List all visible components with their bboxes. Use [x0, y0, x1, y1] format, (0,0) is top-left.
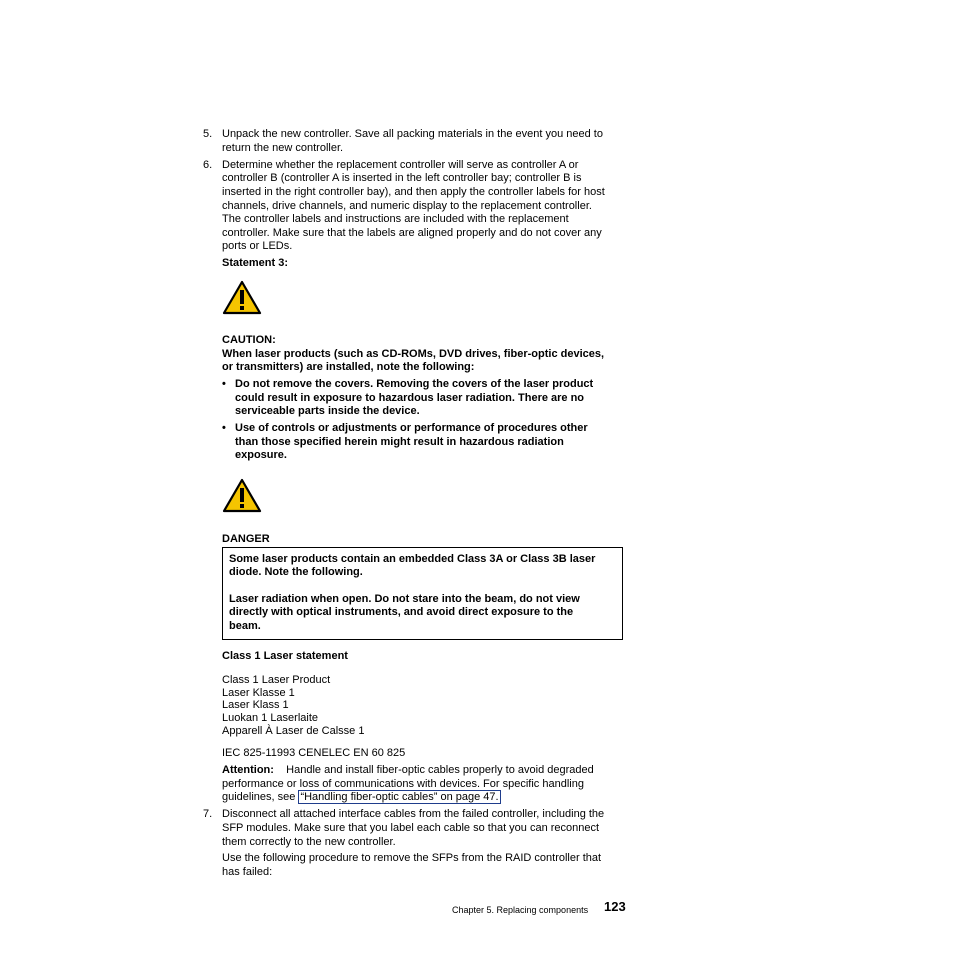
caution-bullet-line: serviceable parts inside the device.: [235, 405, 420, 417]
danger-line: beam.: [229, 620, 261, 632]
step-7-number: 7.: [203, 808, 213, 820]
step-5-line: Unpack the new controller. Save all packing materials in the event you need to: [222, 128, 603, 140]
step-7-sub-line: has failed:: [222, 866, 273, 878]
step-7-line: Disconnect all attached interface cables from the failed controller, including the: [222, 808, 605, 820]
attention-text: guidelines, see: [222, 791, 299, 803]
bullet-marker: •: [222, 422, 226, 434]
step-5-line: return the new controller.: [222, 142, 344, 154]
caution-bullet-line: Use of controls or adjustments or performance of procedures other: [235, 422, 588, 434]
handling-cables-link[interactable]: “Handling fiber-optic cables” on page 47.: [300, 791, 499, 803]
attention-label: Attention:: [222, 764, 274, 776]
step-6-line: ports or LEDs.: [222, 240, 293, 252]
class-laser-line: Apparell À Laser de Calsse 1: [222, 725, 365, 737]
step-6-line: Determine whether the replacement controller will serve as controller A or: [222, 159, 579, 171]
step-7-line: SFP modules. Make sure that you label each cable so that you can reconnect: [222, 822, 600, 834]
bullet-marker: •: [222, 378, 226, 390]
warning-triangle-icon: [222, 478, 262, 514]
step-6-number: 6.: [203, 159, 213, 171]
danger-line: diode. Note the following.: [229, 566, 363, 578]
step-6-line: controller. Make sure that the labels are aligned properly and do not cover any: [222, 227, 602, 239]
step-6-line: channels, drive channels, and numeric display to the replacement controller.: [222, 200, 592, 212]
class-laser-line: Laser Klass 1: [222, 699, 289, 711]
class-laser-line: Luokan 1 Laserlaite: [222, 712, 319, 724]
warning-triangle-icon: [222, 280, 262, 316]
caution-intro-line: When laser products (such as CD-ROMs, DVD drives, fiber-optic devices,: [222, 348, 605, 360]
danger-line: Some laser products contain an embedded Class 3A or Class 3B laser: [229, 553, 596, 565]
statement-title: Statement 3:: [222, 257, 289, 269]
caution-bullet-line: could result in exposure to hazardous laser radiation. There are no: [235, 392, 585, 404]
danger-label: DANGER: [222, 533, 270, 545]
class-laser-line: Laser Klasse 1: [222, 687, 295, 699]
attention-line: performance or loss of communications with devices. For specific handling: [222, 778, 584, 790]
danger-line: directly with optical instruments, and avoid direct exposure to the: [229, 606, 574, 618]
attention-text: Handle and install fiber-optic cables properly to avoid degraded: [286, 764, 594, 776]
step-6-line: inserted in the right controller bay), and then apply the controller labels for host: [222, 186, 605, 198]
caution-bullet-line: exposure.: [235, 449, 287, 461]
attention-line: [222, 791, 626, 805]
caution-intro-line: or transmitters) are installed, note the following:: [222, 361, 475, 373]
step-6-line: The controller labels and instructions are included with the replacement: [222, 213, 569, 225]
attention-line: [222, 764, 626, 778]
step-7-line: them correctly to the new controller.: [222, 836, 396, 848]
caution-bullet-line: Do not remove the covers. Removing the covers of the laser product: [235, 378, 594, 390]
class-laser-line: Class 1 Laser Product: [222, 674, 331, 686]
step-7-sub-line: Use the following procedure to remove the SFPs from the RAID controller that: [222, 852, 602, 864]
step-5-number: 5.: [203, 128, 213, 140]
iec-standard: IEC 825-11993 CENELEC EN 60 825: [222, 747, 406, 759]
footer-chapter: Chapter 5. Replacing components: [452, 905, 589, 915]
class-laser-title: Class 1 Laser statement: [222, 650, 348, 662]
step-6-line: controller B (controller A is inserted in the left controller bay; controller B is: [222, 172, 582, 184]
danger-box: [222, 547, 623, 640]
danger-line: Laser radiation when open. Do not stare into the beam, do not view: [229, 593, 580, 605]
page-number: 123: [604, 899, 626, 914]
caution-label: CAUTION:: [222, 334, 276, 346]
caution-bullet-line: than those specified herein might result in hazardous radiation: [235, 436, 564, 448]
